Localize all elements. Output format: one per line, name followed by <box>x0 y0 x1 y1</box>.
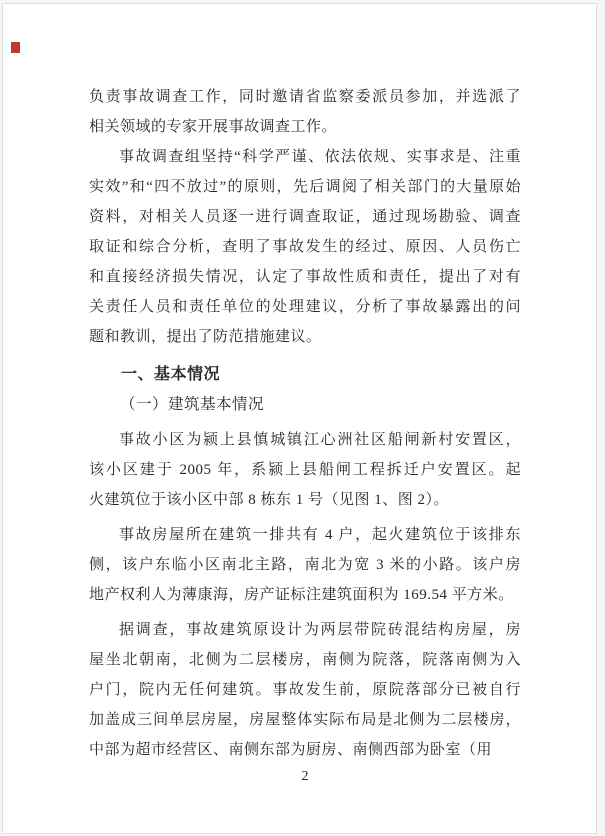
paragraph <box>89 82 521 142</box>
text-line: 负责事故调查工作，同时邀请省监察委派员参加，并选派了 <box>89 89 521 105</box>
text-line: 地产权利人为薄康海，房产证标注建筑面积为 169.54 平方米。 <box>89 587 514 603</box>
text-line: 加盖成三间单层房屋，房屋整体实际布局是北侧为二层楼房， <box>89 712 521 728</box>
document-page <box>2 3 597 834</box>
text-line: 题和教训，提出了防范措施建议。 <box>89 329 322 345</box>
text-line: 屋坐北朝南，北侧为二层楼房，南侧为院落，院落南侧为入 <box>89 652 521 668</box>
red-stamp-mark <box>11 42 20 53</box>
heading-line: （一）建筑基本情况 <box>120 396 265 413</box>
text-line: 火建筑位于该小区中部 8 栋东 1 号（见图 1、图 2）。 <box>89 492 450 508</box>
text-line: 户门，院内无任何建筑。事故发生前，原院落部分已被自行 <box>89 682 521 698</box>
text-line: 事故房屋所在建筑一排共有 4 户，起火建筑位于该排东 <box>119 527 521 543</box>
text-line: 中部为超市经营区、南侧东部为厨房、南侧西部为卧室（用 <box>89 742 493 758</box>
subsection-heading <box>89 390 521 420</box>
text-line: 该小区建于 2005 年，系颍上县船闸工程拆迁户安置区。起 <box>89 462 521 478</box>
text-line: 事故小区为颍上县慎城镇江心洲社区船闸新村安置区， <box>119 432 521 448</box>
text-line: 侧，该户东临小区南北主路，南北为宽 3 米的小路。该户房 <box>89 557 521 573</box>
text-line: 相关领域的专家开展事故调查工作。 <box>89 119 338 135</box>
paragraph <box>89 615 521 765</box>
page-number: 2 <box>301 769 309 784</box>
paragraph <box>89 425 521 515</box>
text-line: 事故调查组坚持“科学严谨、依法依规、实事求是、注重 <box>119 149 521 165</box>
text-line: 关责任人员和责任单位的处理建议，分析了事故暴露出的问 <box>89 299 521 315</box>
text-line: 取证和综合分析，查明了事故发生的经过、原因、人员伤亡 <box>89 239 521 255</box>
section-heading <box>89 360 521 390</box>
paragraph <box>89 142 521 352</box>
paragraph <box>89 520 521 610</box>
text-line: 实效”和“四不放过”的原则，先后调阅了相关部门的大量原始 <box>89 179 521 195</box>
text-line: 据调查，事故建筑原设计为两层带院砖混结构房屋，房 <box>119 622 521 638</box>
heading-line: 一、基本情况 <box>121 366 221 383</box>
text-line: 和直接经济损失情况，认定了事故性质和责任，提出了对有 <box>89 269 521 285</box>
document-body <box>89 82 521 765</box>
text-line: 资料，对相关人员逐一进行调查取证，通过现场勘验、调查 <box>89 209 521 225</box>
